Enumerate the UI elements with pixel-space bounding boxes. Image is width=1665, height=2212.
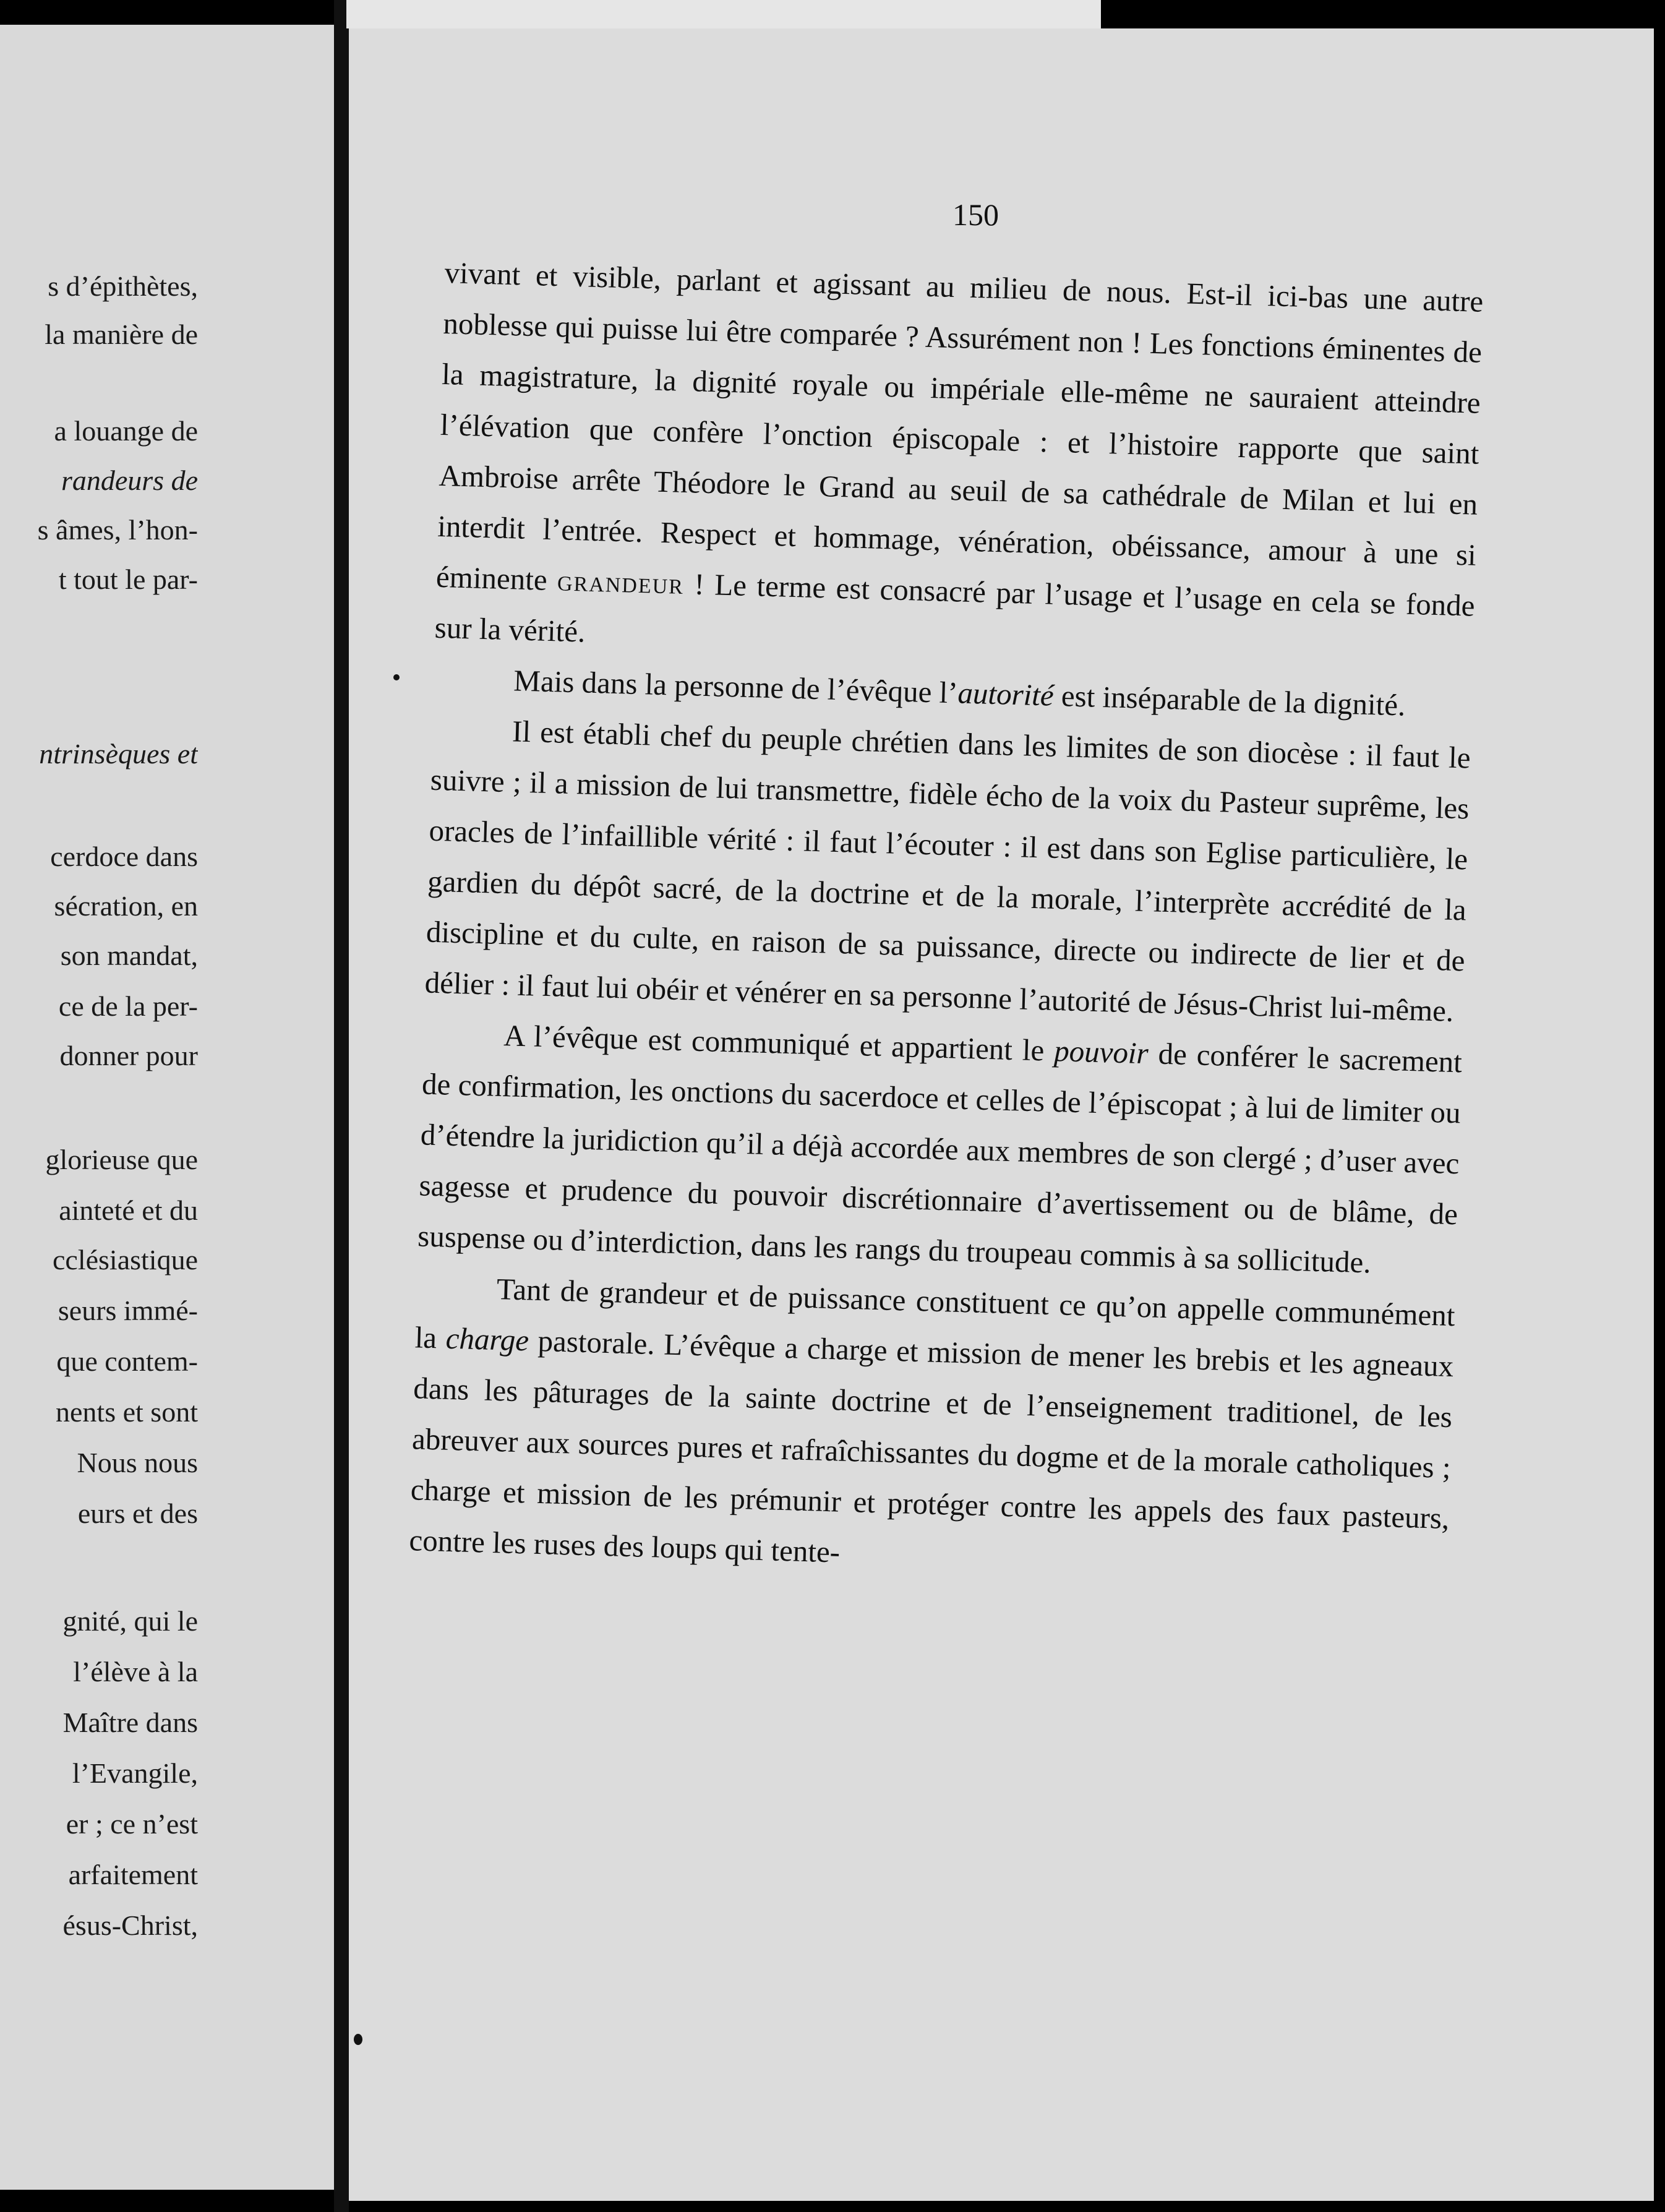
emphasis: charge: [445, 1321, 529, 1358]
left-page-line: s âmes, l’hon-: [37, 514, 198, 546]
left-page-line: cerdoce dans: [50, 841, 198, 872]
left-page-line: a louange de: [54, 415, 198, 447]
emphasis: autorité: [957, 675, 1055, 713]
left-page-line: ésus-Christ,: [62, 1910, 198, 1941]
left-page-line: t tout le par-: [58, 564, 198, 595]
left-page-line: gnité, qui le: [62, 1605, 198, 1637]
paragraph: [417, 1008, 1463, 1291]
left-page-line: l’élève à la: [73, 1656, 198, 1687]
left-page-line: Nous nous: [77, 1447, 198, 1478]
paragraph-text: est inséparable de la dignité.: [1053, 678, 1406, 722]
left-page-line: cclésiastique: [52, 1244, 198, 1275]
left-page-line: Maître dans: [62, 1707, 198, 1738]
left-page-line: randeurs de: [61, 465, 198, 496]
paragraph: [408, 1261, 1455, 1595]
left-page-line: sécration, en: [54, 890, 198, 922]
body-text: [408, 247, 1484, 1595]
paragraph-text: pastorale. L’évêque a charge et mission de mener les brebis et les agneaux dans les pâturages de la sainte doctrine et de l’enseignement traditionel, de les abreuver aux sources pures et rafraîchissantes du dogme et de la morale catholiques ; charge et mission de les prémunir et protéger contre les appels des faux pasteurs, contre les ruses des loups qui tente-: [408, 1323, 1454, 1569]
emphasis: pouvoir: [1053, 1034, 1149, 1071]
book-gutter: [334, 0, 349, 2212]
left-page-line: que contem-: [56, 1345, 198, 1377]
paragraph-text: Mais dans la personne de l’évêque l’: [513, 663, 959, 710]
ink-speck: [354, 2034, 362, 2045]
left-page-line: son mandat,: [60, 940, 198, 971]
left-page-line: ainteté et du: [59, 1194, 198, 1226]
left-page-line: ce de la per-: [58, 990, 198, 1022]
ink-speck: [393, 674, 400, 680]
left-page-line: nents et sont: [56, 1396, 198, 1428]
left-page-line: la manière de: [45, 319, 198, 350]
left-page-line: donner pour: [59, 1040, 198, 1071]
small-caps-word: grandeur: [557, 563, 685, 601]
left-page-line: l’Evangile,: [72, 1757, 198, 1789]
left-page-line: eurs et des: [77, 1498, 198, 1529]
paragraph: Il est établi chef du peuple chrétien dans les limites de son diocèse : il faut le suivre ; il a mission de lui transmettre, fidèle écho de la voix du Pasteur suprême, les oracles de l’infaillible vérité : il faut l’écouter : il est dans son Eglise particulière, le gardien du dépôt sacré, de la doctrine et de la morale, l’interprète accrédité de la discipline et du culte, en raison de sa puissance, directe ou indirecte de lier et de délier : il faut lui obéir et vénérer en sa personne l’autorité de Jésus-Christ lui-même.: [424, 714, 1471, 1028]
left-page-line: ntrinsèques et: [39, 738, 198, 769]
paragraph-text: A l’évêque est communiqué et appartient le: [503, 1018, 1055, 1068]
left-page-line: er ; ce n’est: [66, 1808, 198, 1840]
paragraph-text: ! Le terme est consacré par l’usage et l’usage en cela se fonde sur la vérité.: [434, 567, 1476, 649]
left-page-line: s d’épithètes,: [48, 270, 198, 302]
paragraph-text: vivant et visible, parlant et agissant au milieu de nous. Est-il ici-bas une autre noblesse qui puisse lui être comparée ? Assurément non ! Les fonctions éminentes de la magistrature, la dignité royale ou impériale elle-même ne sauraient atteindre l’élévation que confère l’onction épiscopale : et l’histoire rapporte que saint Ambroise arrête Théodore le Grand au seuil de sa cathédrale de Milan et lui en interdit l’entrée. Respect et hommage, vénération, obéissance, amour à une si éminente: [435, 255, 1484, 597]
paragraph-text: de conférer le sacrement de confirmation, les onctions du sacerdoce et celles de l’épiscopat ; à lui de limiter ou d’étendre la juridiction qu’il a déjà accordée aux membres de son clergé ; d’user avec sagesse et prudence du pouvoir discrétionnaire d’avertissement ou de blâme, de suspense ou d’interdiction, dans les rangs du troupeau commis à sa sollicitude.: [417, 1036, 1463, 1280]
left-page-line: glorieuse que: [45, 1144, 198, 1175]
paragraph-text: Tant de grandeur et de puissance constituent ce qu’on appelle communément la: [414, 1271, 1456, 1355]
left-page: [0, 25, 334, 2190]
page-edge-strip: [346, 0, 1101, 28]
left-page-line: arfaitement: [68, 1859, 198, 1890]
page-number: 150: [952, 197, 999, 232]
left-page-line: seurs immé-: [58, 1295, 198, 1326]
paragraph: [434, 247, 1484, 682]
